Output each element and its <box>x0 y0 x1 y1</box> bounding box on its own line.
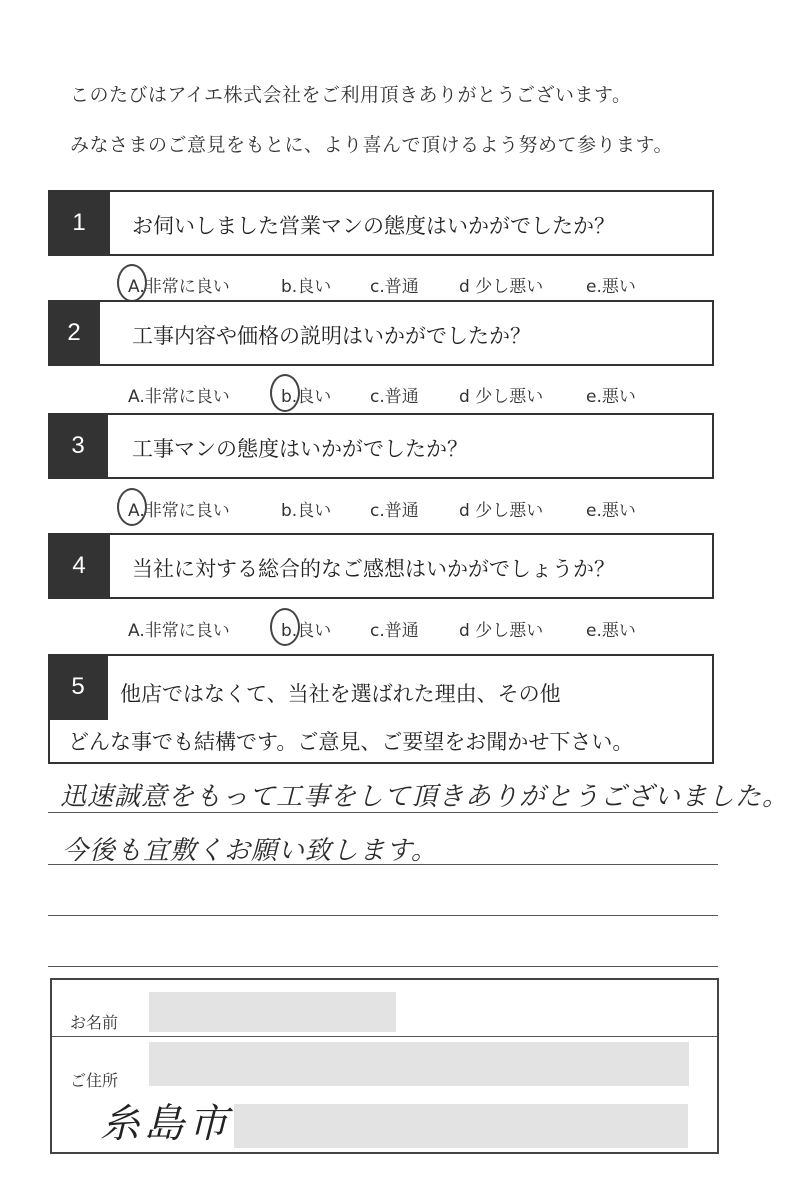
q1-option-b[interactable]: b.良い <box>281 277 332 297</box>
question-2-box <box>48 300 714 366</box>
question-3-box <box>48 413 714 479</box>
question-2-text: 工事内容や価格の説明はいかがでしたか？ <box>132 324 531 348</box>
question-1-box <box>48 190 714 256</box>
question-1-number: 1 <box>48 190 110 256</box>
q1-option-e[interactable]: e.悪い <box>586 277 636 297</box>
address-redacted-2 <box>234 1104 688 1148</box>
q2-option-a[interactable]: A.非常に良い <box>128 387 230 407</box>
q2-option-d[interactable]: d 少し悪い <box>459 387 544 407</box>
question-3-number: 3 <box>48 413 108 479</box>
question-1-text: お伺いしました営業マンの態度はいかがでしたか？ <box>132 214 615 238</box>
q4-option-d[interactable]: d 少し悪い <box>459 621 544 641</box>
address-redacted-1 <box>149 1042 689 1086</box>
answer-line-1 <box>48 812 718 813</box>
answer-line-2 <box>48 864 718 865</box>
q3-option-a[interactable]: A.非常に良い <box>128 501 230 521</box>
question-5-number: 5 <box>48 654 108 720</box>
q2-selection-circle <box>270 374 300 412</box>
q4-option-a[interactable]: A.非常に良い <box>128 621 230 641</box>
q4-option-b[interactable]: b.良い <box>281 621 332 641</box>
name-redacted <box>149 992 396 1032</box>
intro-line-1: このたびはアイエ株式会社をご利用頂きありがとうございます。 <box>70 84 632 106</box>
answer-line-4 <box>48 966 718 967</box>
q2-option-c[interactable]: c.普通 <box>370 387 419 407</box>
question-3-text: 工事マンの態度はいかがでしたか？ <box>132 437 468 461</box>
handwritten-answer-line-2: 今後も宜敷くお願い致します。 <box>62 836 438 866</box>
question-5-box <box>48 654 714 764</box>
q2-option-e[interactable]: e.悪い <box>586 387 636 407</box>
q3-option-d[interactable]: d 少し悪い <box>459 501 544 521</box>
q3-option-c[interactable]: c.普通 <box>370 501 419 521</box>
handwritten-city: 糸島市 <box>100 1101 232 1147</box>
question-5-text-line-2: どんな事でも結構です。ご意見、ご要望をお聞かせ下さい。 <box>68 730 634 754</box>
info-divider <box>52 1036 717 1037</box>
name-label: お名前 <box>70 1013 119 1032</box>
q4-selection-circle <box>270 608 300 646</box>
q3-option-b[interactable]: b.良い <box>281 501 332 521</box>
q1-option-d[interactable]: d 少し悪い <box>459 277 544 297</box>
question-2-number: 2 <box>48 300 100 366</box>
question-4-text: 当社に対する総合的なご感想はいかがでしょうか？ <box>132 557 615 581</box>
intro-line-2: みなさまのご意見をもとに、より喜んで頂けるよう努めて参ります。 <box>70 134 673 156</box>
q3-selection-circle <box>117 488 147 526</box>
q1-option-c[interactable]: c.普通 <box>370 277 419 297</box>
question-4-number: 4 <box>48 533 110 599</box>
address-label: ご住所 <box>70 1071 119 1090</box>
q1-selection-circle <box>117 264 147 302</box>
customer-info-box <box>50 978 719 1154</box>
q4-option-c[interactable]: c.普通 <box>370 621 419 641</box>
handwritten-answer-line-1: 迅速誠意をもって工事をして頂きありがとうございました。 <box>60 782 790 812</box>
q1-option-a[interactable]: A.非常に良い <box>128 277 230 297</box>
q4-option-e[interactable]: e.悪い <box>586 621 636 641</box>
q2-option-b[interactable]: b.良い <box>281 387 332 407</box>
question-4-box <box>48 533 714 599</box>
answer-line-3 <box>48 915 718 916</box>
question-5-text-line-1: 他店ではなくて、当社を選ばれた理由、その他 <box>120 682 561 706</box>
q3-option-e[interactable]: e.悪い <box>586 501 636 521</box>
